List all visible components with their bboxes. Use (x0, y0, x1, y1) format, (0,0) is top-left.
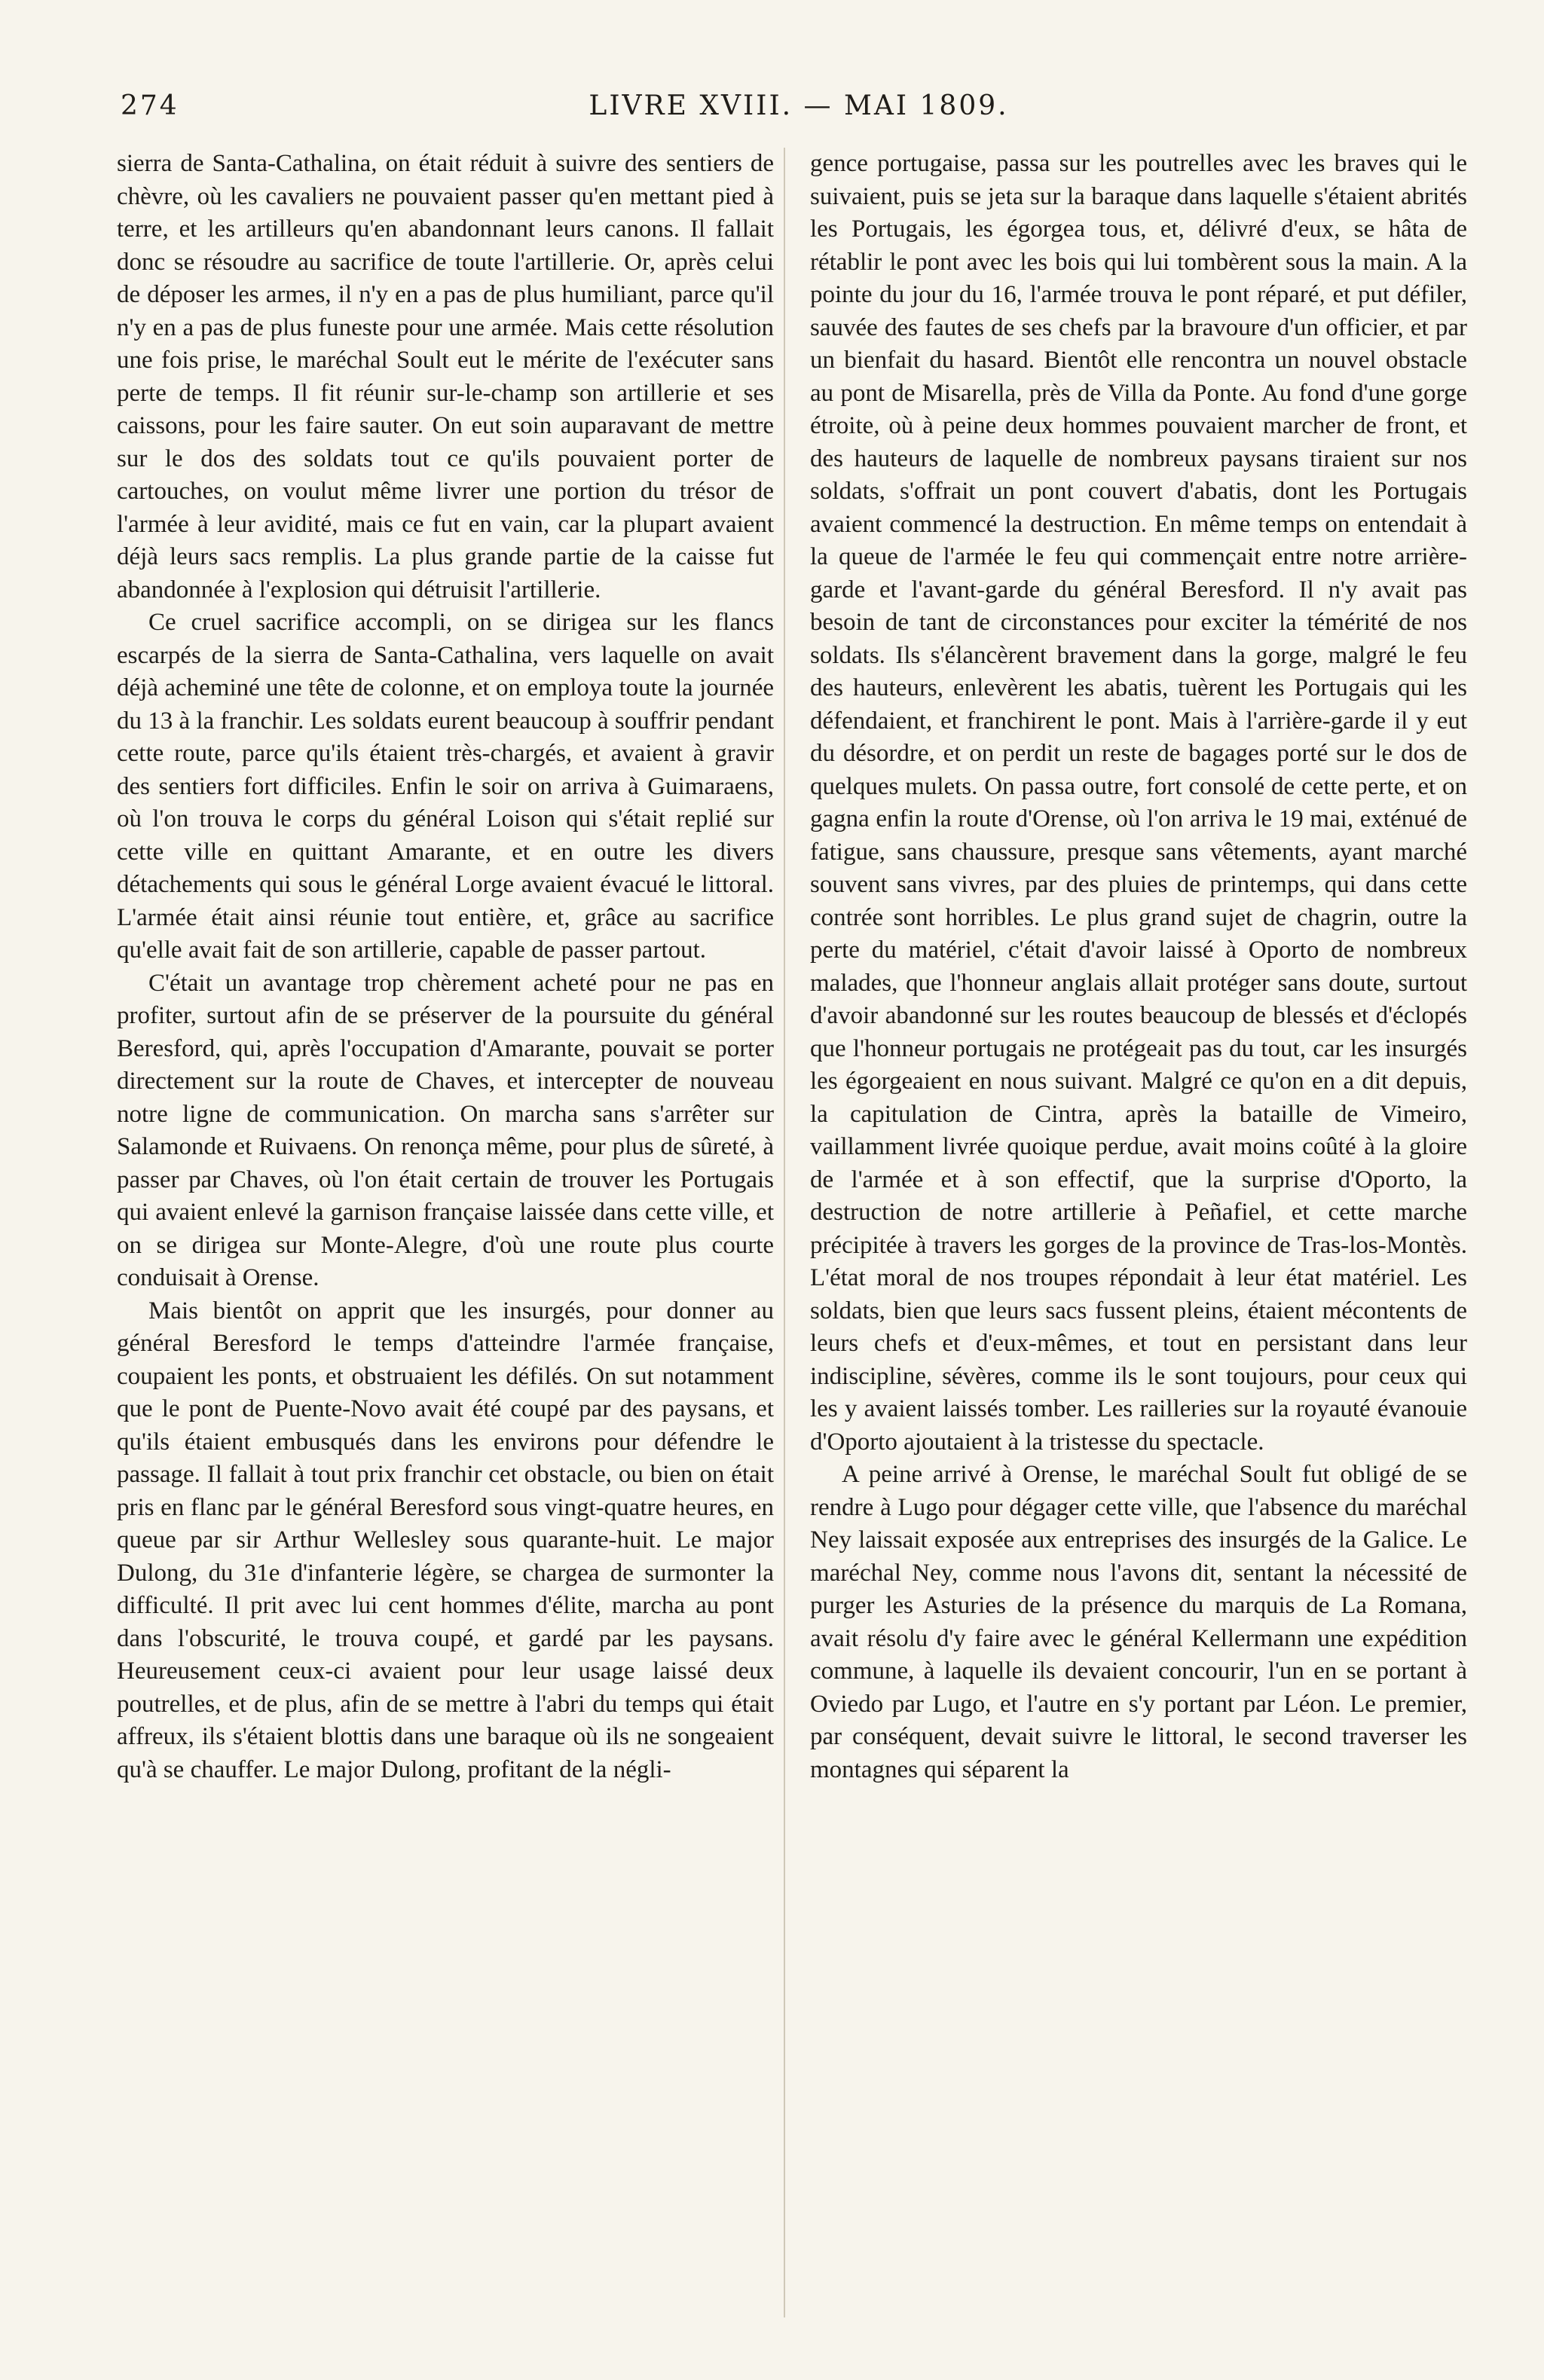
column-divider (784, 148, 785, 2317)
left-column (117, 148, 774, 2348)
page-header (121, 90, 1477, 136)
running-title: LIVRE XVIII. — MAI 1809. (589, 90, 1009, 121)
paragraph: Mais bientôt on apprit que les insurgés, pour donner au général Beresford le temps d'atteindre l'armée française, coupaient les ponts, et obstruaient les défilés. On sut notamment que le pont de Puente-Novo avait été coupé par des paysans, et qu'ils étaient embusqués dans les environs pour défendre le passage. Il fallait à tout prix franchir cet obstacle, ou bien on était pris en flanc par le général Beresford sous vingt-quatre heures, en queue par sir Arthur Wellesley sous quarante-huit. Le major Dulong, du 31e d'infanterie légère, se chargea de surmonter la difficulté. Il prit avec lui cent hommes d'élite, marcha au pont dans l'obscurité, le trouva coupé, et gardé par les paysans. Heureusement ceux-ci avaient pour leur usage laissé deux poutrelles, et de plus, afin de se mettre à l'abri du temps qui était affreux, ils s'étaient blottis dans une baraque où ils ne songeaient qu'à se chauffer. Le major Dulong, profitant de la négli- (117, 1297, 774, 1783)
paragraph: sierra de Santa-Cathalina, on était réduit à suivre des sentiers de chèvre, où les cavaliers ne pouvaient passer qu'en mettant pied à terre, et les artilleurs qu'en abandonnant leurs canons. Il fallait donc se résoudre au sacrifice de toute l'artillerie. Or, après celui de déposer les armes, il n'y en a pas de plus humiliant, parce qu'il n'y en a pas de plus funeste pour une armée. Mais cette résolution une fois prise, le maréchal Soult eut le mérite de l'exécuter sans perte de temps. Il fit réunir sur-le-champ son artillerie et ses caissons, pour les faire sauter. On eut soin auparavant de mettre sur le dos des soldats tout ce qu'ils pouvaient porter de cartouches, on voulut même livrer une portion du trésor de l'armée à leur avidité, mais ce fut en vain, car la plupart avaient déjà leurs sacs remplis. La plus grande partie de la caisse fut abandonnée à l'explosion qui détruisit l'artillerie. (117, 150, 774, 603)
paragraph: A peine arrivé à Orense, le maréchal Soult fut obligé de se rendre à Lugo pour dégager cette ville, que l'absence du maréchal Ney laissait exposée aux entreprises des insurgés de la Galice. Le maréchal Ney, comme nous l'avons dit, sentant la nécessité de purger les Asturies de la présence du marquis de La Romana, avait résolu d'y faire avec le général Kellermann une expédition commune, à laquelle ils devaient concourir, l'un en se portant à Oviedo par Lugo, et l'autre en s'y portant par Léon. Le premier, par conséquent, devait suivre le littoral, le second traverser les montagnes qui séparent la (810, 1461, 1467, 1783)
right-column (810, 148, 1467, 2348)
paragraph: Ce cruel sacrifice accompli, on se dirigea sur les flancs escarpés de la sierra de Santa-Cathalina, vers laquelle on avait déjà acheminé une tête de colonne, et on employa toute la journée du 13 à la franchir. Les soldats eurent beaucoup à souffrir pendant cette route, parce qu'ils étaient très-chargés, et avaient à gravir des sentiers fort difficiles. Enfin le soir on arriva à Guimaraens, où l'on trouva le corps du général Loison qui s'était replié sur cette ville en quittant Amarante, et en outre les divers détachements qui sous le général Lorge avaient évacué le littoral. L'armée était ainsi réunie tout entière, et, grâce au sacrifice qu'elle avait fait de son artillerie, capable de passer partout. (117, 609, 774, 964)
paragraph: C'était un avantage trop chèrement acheté pour ne pas en profiter, surtout afin de se préserver de la poursuite du général Beresford, qui, après l'occupation d'Amarante, pouvait se porter directement sur la route de Chaves, et intercepter de nouveau notre ligne de communication. On marcha sans s'arrêter sur Salamonde et Ruivaens. On renonça même, pour plus de sûreté, à passer par Chaves, où l'on était certain de trouver les Portugais qui avaient enlevé la garnison française laissée dans cette ville, et on se dirigea sur Monte-Alegre, d'où une route plus courte conduisait à Orense. (117, 969, 774, 1291)
page-number: 274 (121, 90, 179, 121)
paragraph: gence portugaise, passa sur les poutrelles avec les braves qui le suivaient, puis se jeta sur la baraque dans laquelle s'étaient abrités les Portugais, les égorgea tous, et, délivré d'eux, se hâta de rétablir le pont avec les bois qui lui tombèrent sous la main. A la pointe du jour du 16, l'armée trouva le pont réparé, et put défiler, sauvée des fautes de ses chefs par la bravoure d'un officier, et par un bienfait du hasard. Bientôt elle rencontra un nouvel obstacle au pont de Misarella, près de Villa da Ponte. Au fond d'une gorge étroite, où à peine deux hommes pouvaient marcher de front, et des hauteurs de laquelle de nombreux paysans tiraient sur nos soldats, s'offrait un pont couvert d'abatis, dont les Portugais avaient commencé la destruction. En même temps on entendait à la queue de l'armée le feu qui commençait entre notre arrière-garde et l'avant-garde du général Beresford. Il n'y avait pas besoin de tant de circonstances pour exciter la témérité de nos soldats. Ils s'élancèrent bravement dans la gorge, malgré le feu des hauteurs, enlevèrent les abatis, tuèrent les Portugais qui les défendaient, et franchirent le pont. Mais à l'arrière-garde il y eut du désordre, et on perdit un reste de bagages porté sur le dos de quelques mulets. On passa outre, fort consolé de cette perte, et on gagna enfin la route d'Orense, où l'on arriva le 19 mai, exténué de fatigue, sans chaussure, presque sans vêtements, ayant marché souvent sans vivres, par des pluies de printemps, qui dans cette contrée sont horribles. Le plus grand sujet de chagrin, outre la perte du matériel, c'était d'avoir laissé à Oporto de nombreux malades, que l'honneur anglais allait protéger sans doute, surtout d'avoir abandonné sur les routes beaucoup de blessés et d'éclopés que l'honneur portugais ne protégeait pas du tout, car les insurgés les égorgeaient en nous suivant. Malgré ce qu'on en a dit depuis, la capitulation de Cintra, après la bataille de Vimeiro, vaillamment livrée quoique perdue, avait moins coûté à la gloire de l'armée et à son effectif, que la surprise d'Oporto, la destruction de notre artillerie à Peñafiel, et cette marche précipitée à travers les gorges de la province de Tras-los-Montès. L'état moral de nos troupes répondait à leur état matériel. Les soldats, bien que leurs sacs fussent pleins, étaient mécontents de leurs chefs et d'eux-mêmes, et tout en persistant dans leur indiscipline, sévères, comme ils le sont toujours, pour ceux qui les y avaient laissés tomber. Les railleries sur la royauté évanouie d'Oporto ajoutaient à la tristesse du spectacle. (810, 150, 1467, 1456)
